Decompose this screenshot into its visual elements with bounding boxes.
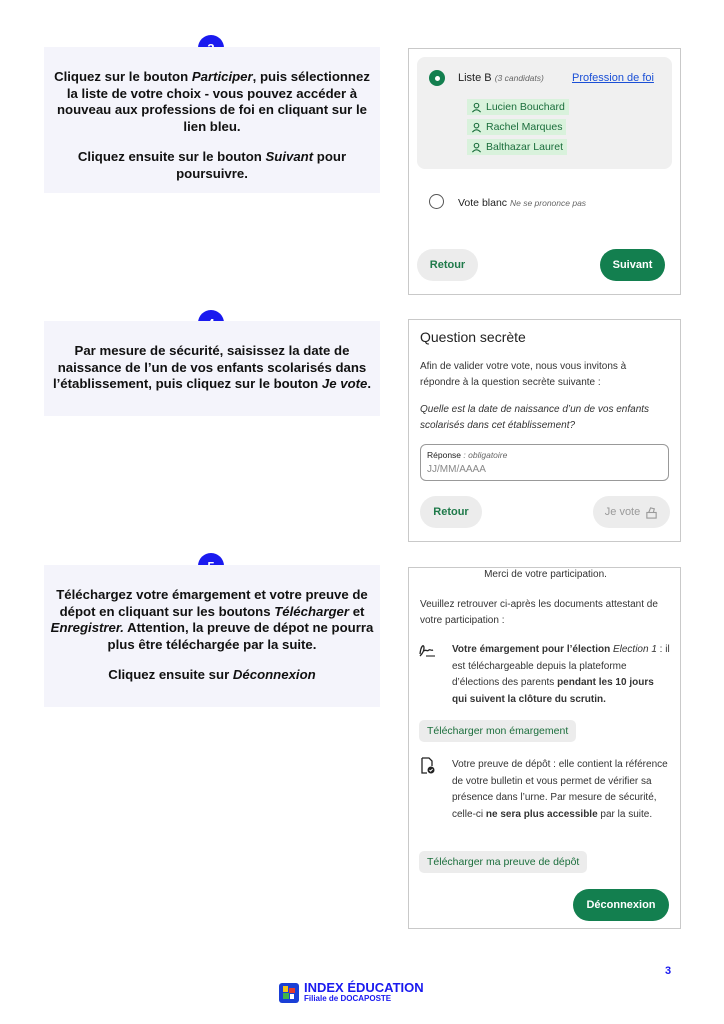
radio-selected[interactable] (429, 70, 445, 86)
emargement-text: Votre émargement pour l’élection Election 1 : il est téléchargeable depuis la plateforme d’élections des parents pendant les 10 jours qui suivent la clôture du scrutin. (452, 644, 670, 705)
intro-text: Afin de valider votre vote, nous vous invitons à répondre à la question secrète suivante : (420, 361, 627, 388)
person-icon (471, 102, 482, 113)
instruction-box (44, 47, 380, 193)
instruction-box (44, 321, 380, 416)
brand-logo-icon (279, 983, 299, 1003)
document-check-icon (420, 757, 436, 775)
candidate-item: Lucien Bouchard (467, 99, 569, 115)
list-label: Liste B (3 candidats) (458, 72, 544, 84)
profession-link[interactable]: Profession de foi (572, 72, 654, 84)
instruction-text: Cliquez ensuite sur Déconnexion (108, 667, 316, 682)
download-preuve-button[interactable]: Télécharger ma preuve de dépôt (419, 851, 587, 873)
preuve-text: Votre preuve de dépôt : elle contient la référence de votre bulletin et vous permet de vérifier sa présence dans l’urne. Par mesure de sécurité, celle-ci ne sera plus accessible par la suite. (452, 759, 668, 820)
brand-logo (279, 982, 424, 1004)
question-text: Quelle est la date de naissance d’un de vos enfants scolarisés dans cet établissement? (420, 404, 650, 431)
instruction-text: Cliquez sur le bouton Participer, puis sélectionnez la liste de votre choix - vous pouvez accéder à nouveau aux professions de foi en cliquant sur le lien bleu. (54, 69, 370, 134)
thanks-text: Merci de votre participation. (484, 569, 607, 580)
list-card[interactable] (417, 57, 672, 169)
brand-name: INDEX ÉDUCATION (304, 980, 424, 995)
instruction-text: Cliquez ensuite sur le bouton Suivant pour poursuivre. (77, 149, 347, 181)
next-button[interactable]: Suivant (600, 249, 665, 281)
date-input[interactable] (420, 444, 669, 481)
person-icon (471, 142, 482, 153)
candidate-item: Rachel Marques (467, 119, 566, 135)
secret-question-panel (408, 319, 681, 542)
signature-icon (418, 642, 436, 658)
page-number: 3 (665, 965, 672, 977)
confirmation-panel (408, 567, 681, 929)
intro-text: Veuillez retrouver ci-après les documents attestant de votre participation : (420, 599, 658, 626)
back-button[interactable]: Retour (420, 496, 482, 528)
vote-button[interactable]: Je vote (593, 496, 670, 528)
instruction-text: Téléchargez votre émargement et votre preuve de dépot en cliquant sur les boutons Télécharger et Enregistrer. Attention, la preuve de dépot ne pourra plus être téléchargée par la suite. (50, 587, 374, 652)
blank-vote-label: Vote blanc Ne se prononce pas (458, 197, 587, 209)
field-placeholder: JJ/MM/AAAA (427, 464, 486, 475)
person-icon (471, 122, 482, 133)
radio-blank-vote[interactable] (429, 194, 444, 209)
panel-title: Question secrète (420, 329, 526, 345)
back-button[interactable]: Retour (417, 249, 478, 281)
instruction-text: Par mesure de sécurité, saisissez la date de naissance de l’un de vos enfants scolarisés dans l’établissement, puis cliquez sur le bouton Je vote. (52, 343, 372, 391)
ballot-box-icon (645, 506, 658, 519)
vote-panel (408, 48, 681, 295)
logout-button[interactable]: Déconnexion (573, 889, 669, 921)
brand-subtitle: Filiale de DOCAPOSTE (304, 994, 392, 1003)
download-emargement-button[interactable]: Télécharger mon émargement (419, 720, 576, 742)
instruction-box (44, 565, 380, 707)
candidate-item: Balthazar Lauret (467, 139, 567, 155)
field-label: Réponse : obligatoire (427, 450, 508, 460)
